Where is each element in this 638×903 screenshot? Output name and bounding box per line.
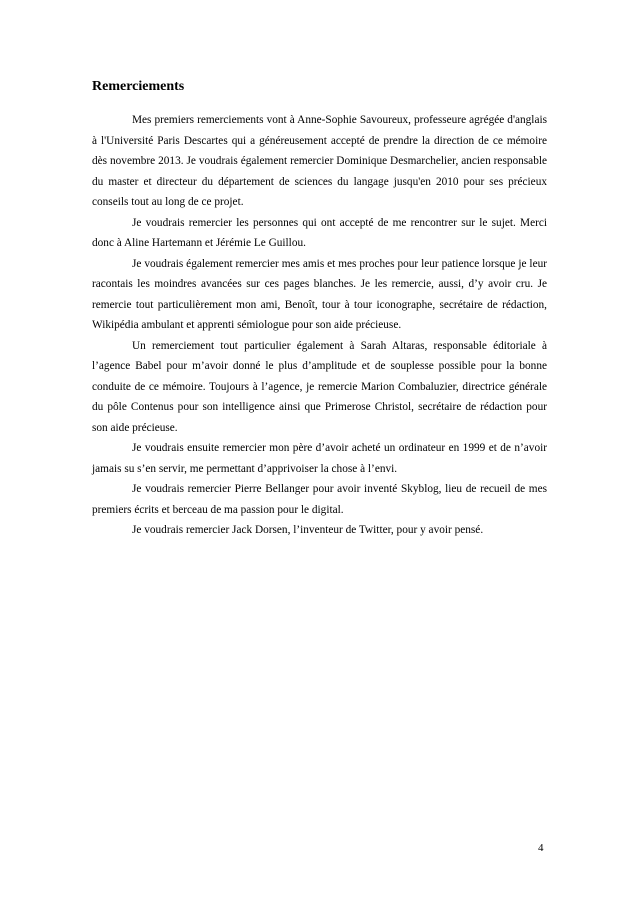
paragraph: Je voudrais également remercier mes amis et mes proches pour leur patience lorsque je leur racontais les moindres avancées sur ces pages blanches. Je les remercie, aussi, d’y avoir cru. Je remercie tout particulièrement mon ami, Benoît, tour à tour iconographe, secrétaire de rédaction, Wikipédia ambulant et apprenti sémiologue pour son aide précieuse. xyxy=(92,257,547,331)
paragraph: Je voudrais remercier les personnes qui ont accepté de me rencontrer sur le sujet. Merci donc à Aline Hartemann et Jérémie Le Guillou. xyxy=(92,216,547,249)
paragraph: Un remerciement tout particulier également à Sarah Altaras, responsable éditoriale à l’agence Babel pour m’avoir donné le plus d’amplitude et de souplesse possible pour la bonne conduite de ce mémoire. Toujours à l’agence, je remercie Marion Combaluzier, directrice générale du pôle Contenus pour son intelligence ainsi que Primerose Christol, secrétaire de rédaction pour son aide précieuse. xyxy=(92,339,547,434)
document-page xyxy=(92,78,547,541)
page-title: Remerciements xyxy=(92,79,185,94)
paragraph: Je voudrais remercier Pierre Bellanger pour avoir inventé Skyblog, lieu de recueil de mes premiers écrits et berceau de ma passion pour le digital. xyxy=(92,483,547,516)
paragraph: Mes premiers remerciements vont à Anne-Sophie Savoureux, professeure agrégée d'anglais à l'Université Paris Descartes qui a généreusement accepté de prendre la direction de ce mémoire dès novembre 2013. Je voudrais également remercier Dominique Desmarchelier, ancien responsable du master et directeur du département de sciences du langage jusqu'en 2010 pour ses précieux conseils tout au long de ce projet. xyxy=(92,114,547,208)
paragraph: Je voudrais ensuite remercier mon père d’avoir acheté un ordinateur en 1999 et de n’avoir jamais su s’en servir, me permettant d’apprivoiser la chose à l’envi. xyxy=(92,442,547,475)
paragraph: Je voudrais remercier Jack Dorsen, l’inventeur de Twitter, pour y avoir pensé. xyxy=(132,524,484,536)
page-number: 4 xyxy=(538,842,544,854)
